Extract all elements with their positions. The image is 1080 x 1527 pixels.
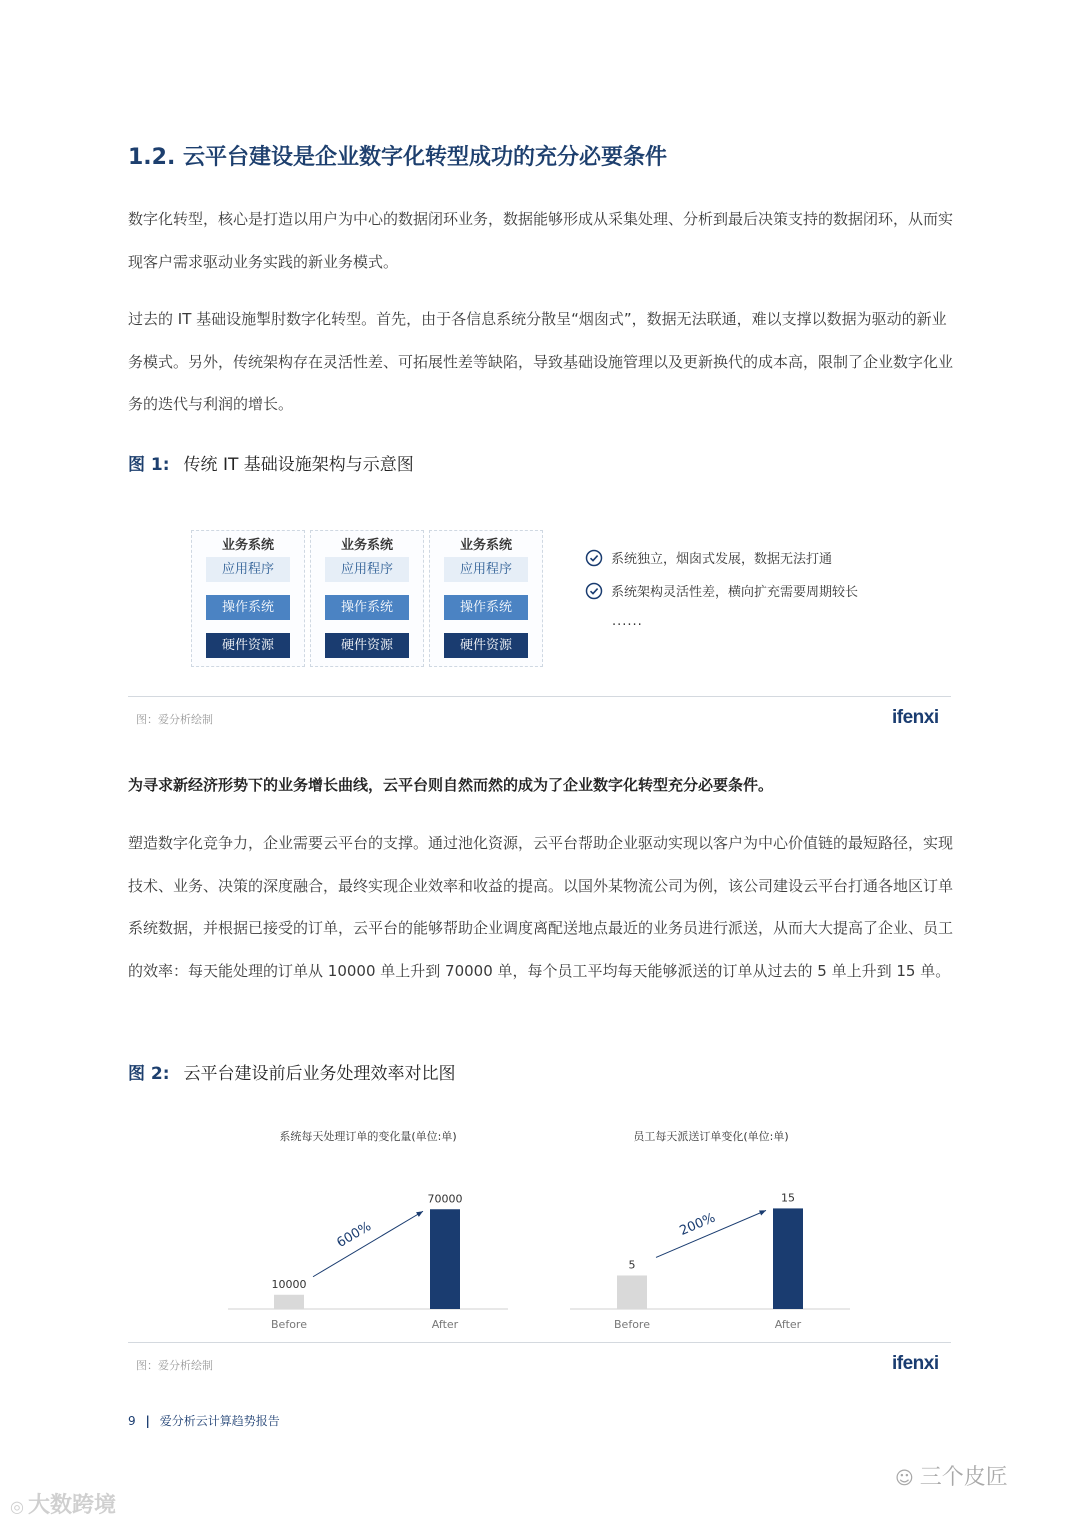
- growth-annotation: 200%: [677, 1210, 718, 1239]
- ifenxi-logo: ifenxi: [892, 707, 939, 728]
- os-box: 操作系统: [206, 595, 290, 620]
- data-label: 70000: [427, 1192, 463, 1206]
- section-title: 1.2. 云平台建设是企业数字化转型成功的充分必要条件: [128, 145, 667, 170]
- data-label: 5: [628, 1258, 636, 1272]
- weibo-icon: ◎: [10, 1497, 24, 1516]
- bar-after: [773, 1208, 803, 1309]
- report-name: 爱分析云计算趋势报告: [159, 1414, 280, 1428]
- figure-1-source: 图：爱分析绘制: [136, 713, 213, 726]
- arrow-head-icon: [416, 1211, 423, 1217]
- paragraph-1: 数字化转型，核心是打造以用户为中心的数据闭环业务，数据能够形成从采集处理、分析到最后决策支持的数据闭环，从而实现客户需求驱动业务实践的新业务模式。: [128, 210, 954, 271]
- bar-before: [617, 1275, 647, 1309]
- os-box: 操作系统: [444, 595, 528, 620]
- chart-title: 员工每天派送订单变化(单位:单): [633, 1130, 789, 1143]
- app-box: 应用程序: [325, 557, 409, 582]
- column-head: 业务系统: [459, 538, 512, 553]
- chart-title: 系统每天处理订单的变化量(单位:单): [279, 1130, 457, 1143]
- business-system-column-1: [191, 530, 305, 667]
- hardware-box: 硬件资源: [444, 633, 528, 658]
- column-head: 业务系统: [340, 538, 393, 553]
- app-box: 应用程序: [444, 557, 528, 582]
- paragraph-2: 过去的 IT 基础设施掣肘数字化转型。首先，由于各信息系统分散呈“烟囱式”，数据无法联通，难以支撑以数据为驱动的新业务模式。另外，传统架构存在灵活性差、可拓展性差等缺陷，导致基础设施管理以及更新换代的成本高，限制了企业数字化业务的迭代与利润的增长。: [128, 310, 954, 413]
- figure-1-caption: 传统 IT 基础设施架构与示意图: [183, 455, 414, 475]
- ifenxi-logo: ifenxi: [892, 1353, 939, 1374]
- hardware-box: 硬件资源: [325, 633, 409, 658]
- bar-after: [430, 1209, 460, 1309]
- bullet-text: 系统架构灵活性差，横向扩充需要周期较长: [611, 585, 859, 600]
- bullet-ellipsis: ......: [612, 614, 643, 629]
- figure-2-caption: 云平台建设前后业务处理效率对比图: [183, 1064, 456, 1084]
- figure-2-divider: [128, 1342, 951, 1343]
- growth-annotation: 600%: [334, 1219, 375, 1251]
- comparison-charts: [0, 1110, 1080, 1340]
- bullet-text: 系统独立，烟囱式发展，数据无法打通: [611, 552, 833, 567]
- os-box: 操作系统: [325, 595, 409, 620]
- bullet-2: [585, 581, 858, 600]
- business-system-column-2: [310, 530, 424, 667]
- paragraph-3: 塑造数字化竞争力，企业需要云平台的支撑。通过池化资源，云平台帮助企业驱动实现以客户为中心价值链的最短路径，实现技术、业务、决策的深度融合，最终实现企业效率和收益的提高。以国外某物流公司为例，该公司建设云平台打通各地区订单系统数据，并根据已接受的订单，云平台的能够帮助企业调度离配送地点最近的业务员进行派送，从而大大提高了企业、员工的效率：每天能处理的订单从 10000 单上升到 70000 单，每个员工平均每天能够派送的订单从过去的 5 单上升到 15 单。: [128, 834, 954, 980]
- bullet-1: [585, 548, 832, 567]
- app-box: 应用程序: [206, 557, 290, 582]
- watermark-right-text: 三个皮匠: [919, 1465, 1008, 1490]
- business-system-column-3: [429, 530, 543, 667]
- page-footer: 9 | 爱分析云计算趋势报告: [128, 1414, 280, 1428]
- watermark-right: [895, 1460, 1008, 1491]
- data-label: 10000: [271, 1277, 307, 1291]
- category-label: Before: [271, 1318, 307, 1331]
- data-label: 15: [781, 1191, 795, 1205]
- bold-statement: 为寻求新经济形势下的业务增长曲线，云平台则自然而然的成为了企业数字化转型充分必要条件。: [128, 776, 774, 794]
- watermark-left: [10, 1488, 116, 1519]
- figure-2-source: 图：爱分析绘制: [136, 1359, 213, 1372]
- figure-2-title: [128, 1059, 456, 1084]
- figure-1-number: 图 1:: [128, 455, 170, 475]
- page-number: 9: [128, 1414, 136, 1428]
- check-circle-icon: [585, 549, 603, 567]
- check-circle-icon: [585, 582, 603, 600]
- category-label: After: [431, 1318, 459, 1331]
- wechat-icon: ☺: [895, 1468, 914, 1489]
- column-head: 业务系统: [221, 538, 274, 553]
- category-label: After: [774, 1318, 802, 1331]
- figure-1-title: [128, 450, 414, 475]
- figure-2-number: 图 2:: [128, 1064, 170, 1084]
- category-label: Before: [614, 1318, 650, 1331]
- figure-1-divider: [128, 696, 951, 697]
- hardware-box: 硬件资源: [206, 633, 290, 658]
- watermark-left-text: 大数跨境: [27, 1493, 116, 1518]
- bar-before: [274, 1295, 304, 1309]
- growth-arrow: [313, 1211, 423, 1277]
